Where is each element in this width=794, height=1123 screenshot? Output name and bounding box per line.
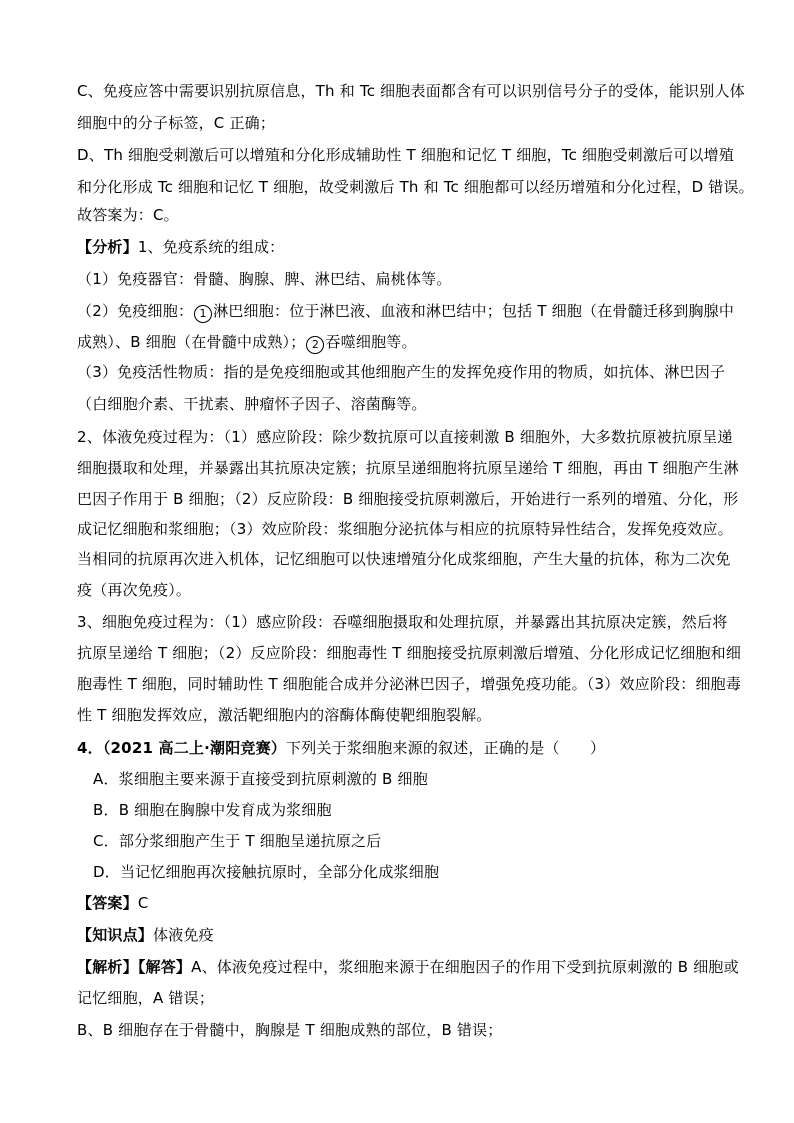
text-line: 2、体液免疫过程为：（1）感应阶段：除少数抗原可以直接刺激 B 细胞外，大多数抗原被抗原呈递 bbox=[77, 428, 733, 446]
question-stem: 下列关于浆细胞来源的叙述，正确的是（ ） bbox=[286, 739, 606, 757]
option-c: C．部分浆细胞产生于 T 细胞呈递抗原之后 bbox=[93, 832, 382, 850]
text-line: 性 T 细胞发挥效应，激活靶细胞内的溶酶体酶使靶细胞裂解。 bbox=[77, 706, 492, 724]
analysis-tag: 【解析】 bbox=[77, 958, 138, 976]
solution-tag: 【解答】 bbox=[137, 958, 192, 976]
analysis-heading-line bbox=[77, 237, 284, 257]
text-line: （白细胞介素、干扰素、肿瘤怀子因子、溶菌酶等。 bbox=[77, 395, 427, 413]
analysis-line bbox=[77, 957, 739, 977]
text-line: 成记忆细胞和浆细胞；（3）效应阶段：浆细胞分泌抗体与相应的抗原特异性结合，发挥免疫效应。 bbox=[77, 520, 733, 538]
text-line: B、B 细胞存在于骨髓中，胸腺是 T 细胞成熟的部位，B 错误； bbox=[77, 1021, 503, 1039]
text-line: 疫（再次免疫）。 bbox=[77, 581, 192, 599]
text-line: 抗原呈递给 T 细胞；（2）反应阶段：细胞毒性 T 细胞接受抗原刺激后增殖、分化形成记忆细胞和细 bbox=[77, 644, 742, 662]
knowledge-value: 体液免疫 bbox=[153, 926, 214, 944]
text-line bbox=[77, 301, 734, 323]
option-d: D．当记忆细胞再次接触抗原时，全部分化成浆细胞 bbox=[93, 863, 440, 881]
text-segment: 吞噬细胞等。 bbox=[325, 333, 417, 351]
option-b: B．B 细胞在胸腺中发育成为浆细胞 bbox=[93, 801, 332, 819]
text-segment: 淋巴细胞：位于淋巴液、血液和淋巴结中；包括 T 细胞（在骨髓迁移到胸腺中 bbox=[213, 302, 735, 320]
text-segment: （2）免疫细胞： bbox=[77, 302, 194, 320]
answer-value: C bbox=[137, 894, 149, 912]
answer-tag: 【答案】 bbox=[77, 894, 138, 912]
text-line bbox=[77, 332, 417, 354]
option-a: A．浆细胞主要来源于直接受到抗原刺激的 B 细胞 bbox=[93, 770, 428, 788]
analysis-heading-text: 1、免疫系统的组成： bbox=[137, 238, 285, 256]
text-line: 巴因子作用于 B 细胞；（2）反应阶段：B 细胞接受抗原刺激后，开始进行一系列的增殖、分化，形 bbox=[77, 490, 739, 508]
text-line: 细胞中的分子标签，C 正确； bbox=[77, 114, 276, 132]
question-stem-line bbox=[77, 738, 605, 758]
circled-number-marker: 2 bbox=[306, 336, 324, 354]
text-line: （3）免疫活性物质：指的是免疫细胞或其他细胞产生的发挥免疫作用的物质，如抗体、淋巴因子 bbox=[77, 363, 726, 381]
text-line: （1）免疫器官：骨髓、胸腺、脾、淋巴结、扁桃体等。 bbox=[77, 270, 452, 288]
circled-number-marker: 1 bbox=[194, 305, 212, 323]
analysis-tag: 【分析】 bbox=[77, 238, 138, 256]
knowledge-line bbox=[77, 925, 214, 945]
text-line: 细胞摄取和处理，并暴露出其抗原决定簇；抗原呈递细胞将抗原呈递给 T 细胞，再由 T 细胞产生淋 bbox=[77, 459, 739, 477]
text-line: D、Th 细胞受刺激后可以增殖和分化形成辅助性 T 细胞和记忆 T 细胞，Tc 细胞受刺激后可以增殖 bbox=[77, 146, 735, 164]
text-line: 故答案为：C。 bbox=[77, 206, 179, 224]
question-source: （2021 高二上·潮阳竞赛） bbox=[102, 739, 287, 757]
text-line: 当相同的抗原再次进入机体，记忆细胞可以快速增殖分化成浆细胞，产生大量的抗体，称为二次免 bbox=[77, 550, 731, 568]
answer-line bbox=[77, 893, 149, 913]
text-line: C、免疫应答中需要识别抗原信息，Th 和 Tc 细胞表面都含有可以识别信号分子的受体，能识别人体 bbox=[77, 82, 745, 100]
text-line: 3、细胞免疫过程为：（1）感应阶段：吞噬细胞摄取和处理抗原，并暴露出其抗原决定簇，然后将 bbox=[77, 613, 728, 631]
text-line: 胞毒性 T 细胞，同时辅助性 T 细胞能合成并分泌淋巴因子，增强免疫功能。（3）效应阶段：细胞毒 bbox=[77, 675, 742, 693]
question-number: 4． bbox=[77, 739, 103, 757]
text-segment: 成熟）、B 细胞（在骨髓中成熟）； bbox=[77, 333, 306, 351]
analysis-text: A、体液免疫过程中，浆细胞来源于在细胞因子的作用下受到抗原刺激的 B 细胞或 bbox=[191, 958, 739, 976]
knowledge-tag: 【知识点】 bbox=[77, 926, 154, 944]
text-line: 记忆细胞，A 错误； bbox=[77, 989, 215, 1007]
text-line: 和分化形成 Tc 细胞和记忆 T 细胞，故受刺激后 Th 和 Tc 细胞都可以经历增殖和分化过程，D 错误。 bbox=[77, 178, 754, 196]
